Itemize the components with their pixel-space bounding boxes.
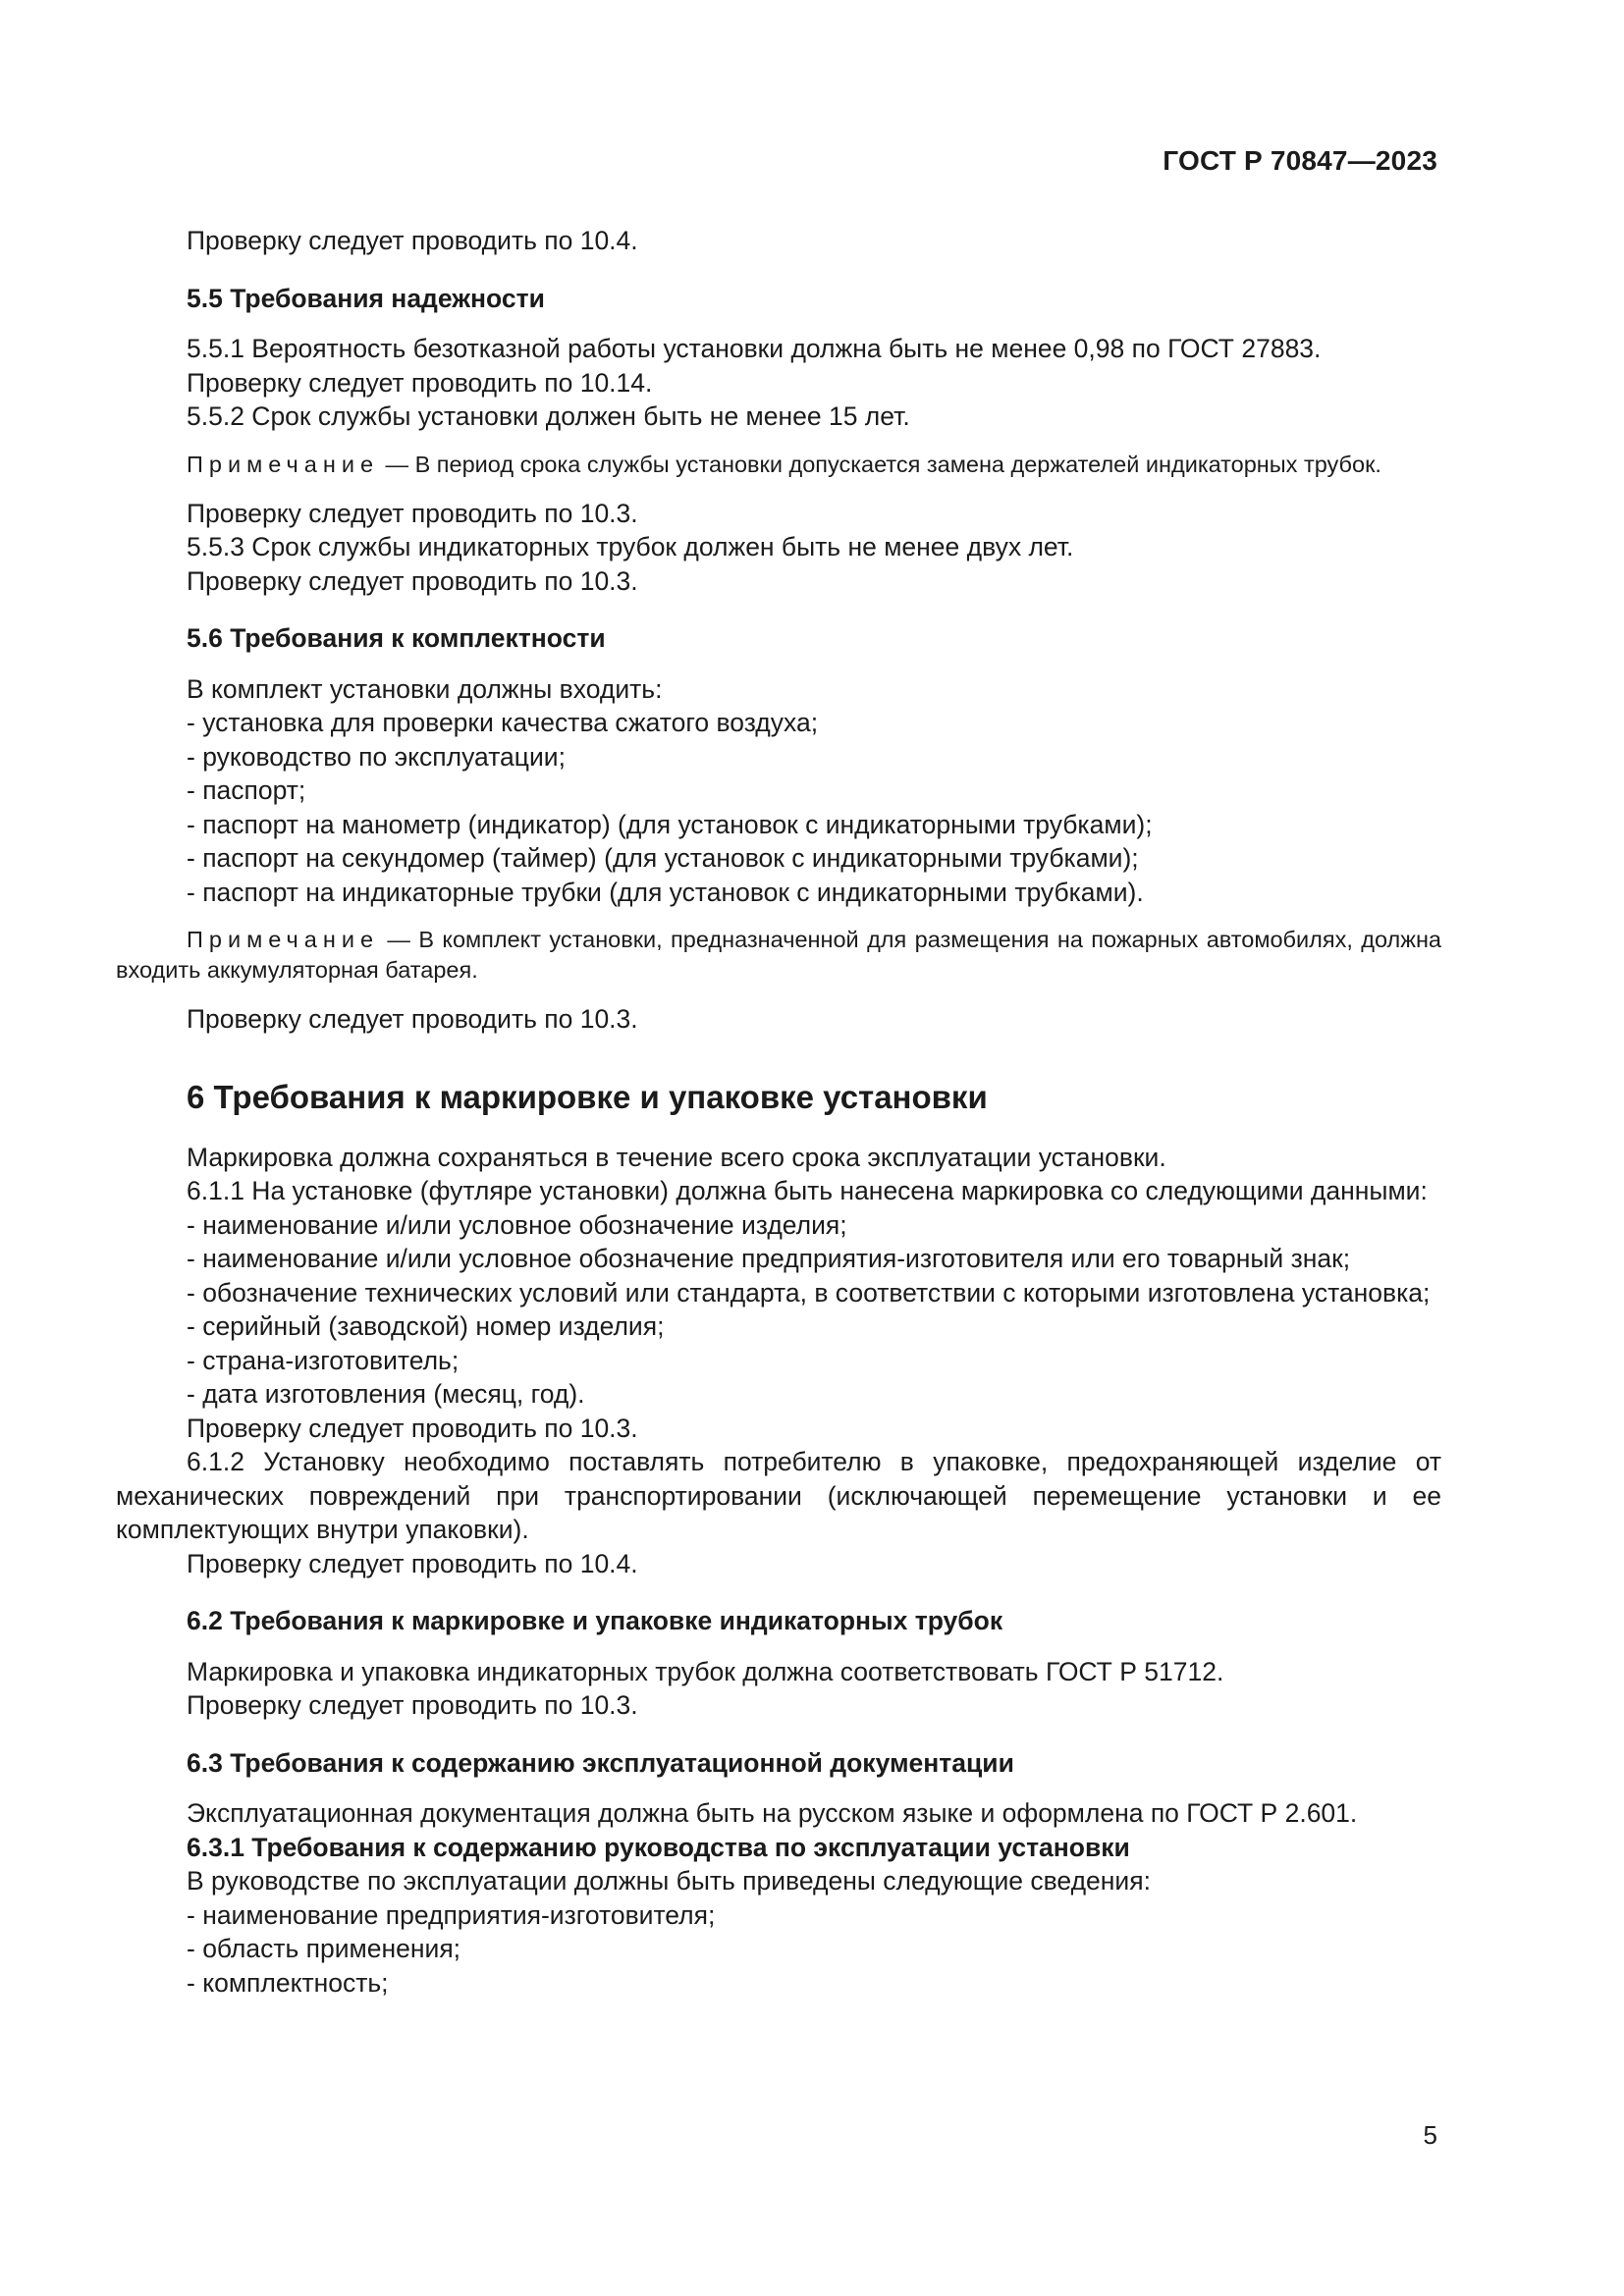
list-item: - дата изготовления (месяц, год). bbox=[187, 1379, 585, 1409]
paragraph: Проверку следует проводить по 10.3. bbox=[187, 565, 638, 596]
paragraph: Проверку следует проводить по 10.3. bbox=[187, 1413, 638, 1443]
note-label: Примечание bbox=[187, 927, 380, 952]
section-6-heading: 6 Требования к маркировке и упаковке установки bbox=[187, 1078, 988, 1115]
list-item: - руководство по эксплуатации; bbox=[187, 741, 566, 772]
paragraph: Маркировка и упаковка индикаторных трубок должна соответствовать ГОСТ Р 51712. bbox=[187, 1656, 1224, 1686]
completeness-list bbox=[116, 706, 1441, 909]
list-item: - паспорт; bbox=[187, 775, 306, 805]
list-item: - область применения; bbox=[187, 1934, 461, 1963]
list-item: - страна-изготовитель; bbox=[187, 1345, 460, 1375]
paragraph: Проверку следует проводить по 10.4. bbox=[187, 1548, 638, 1578]
section-5-5-heading: 5.5 Требования надежности bbox=[187, 283, 545, 313]
page-content bbox=[116, 224, 1441, 2000]
section-5-6-heading: 5.6 Требования к комплектности bbox=[187, 623, 606, 653]
standard-designation: ГОСТ Р 70847—2023 bbox=[1163, 145, 1437, 176]
paragraph: В руководстве по эксплуатации должны быть приведены следующие сведения: bbox=[187, 1866, 1151, 1896]
section-6-2-heading: 6.2 Требования к маркировке и упаковке индикаторных трубок bbox=[187, 1606, 1003, 1635]
list-item: - серийный (заводской) номер изделия; bbox=[187, 1311, 665, 1341]
note bbox=[116, 925, 1441, 986]
list-item: - паспорт на индикаторные трубки (для установок с индикаторными трубками). bbox=[187, 877, 1144, 907]
note-text: — В период срока службы установки допускается замена держателей индикаторных трубок. bbox=[379, 451, 1381, 477]
marking-list bbox=[116, 1208, 1441, 1412]
section-6-3-heading: 6.3 Требования к содержанию эксплуатационной документации bbox=[187, 1747, 1014, 1778]
paragraph: 5.5.2 Срок службы установки должен быть не менее 15 лет. bbox=[187, 401, 910, 431]
paragraph: 6.1.2 Установку необходимо поставлять потребителю в упаковке, предохраняющей изделие от механических повреждений при транспортировании (исключающей перемещение установки и ее комплектующих внутри упаковки). bbox=[116, 1447, 1441, 1544]
list-item: - наименование и/или условное обозначение изделия; bbox=[187, 1209, 847, 1240]
paragraph: Проверку следует проводить по 10.3. bbox=[187, 1004, 638, 1034]
note-text: — В комплект установки, предназначенной для размещения на пожарных автомобилях, должна входить аккумуляторная батарея. bbox=[116, 927, 1441, 983]
note bbox=[116, 450, 1441, 480]
paragraph: 5.5.1 Вероятность безотказной работы установки должна быть не менее 0,98 по ГОСТ 27883. bbox=[187, 334, 1322, 363]
list-item: - паспорт на секундомер (таймер) (для установок с индикаторными трубками); bbox=[187, 843, 1139, 873]
list-item: - наименование предприятия-изготовителя; bbox=[187, 1899, 716, 1930]
paragraph: В комплект установки должны входить: bbox=[187, 673, 663, 704]
paragraph: Эксплуатационная документация должна быть на русском языке и оформлена по ГОСТ Р 2.601. bbox=[187, 1798, 1358, 1828]
list-item: - паспорт на манометр (индикатор) (для установок с индикаторными трубками); bbox=[187, 809, 1153, 839]
list-item: - наименование и/или условное обозначение предприятия-изготовителя или его товарный знак; bbox=[187, 1244, 1351, 1273]
paragraph: Маркировка должна сохраняться в течение всего срока эксплуатации установки. bbox=[187, 1142, 1166, 1172]
list-item: - обозначение технических условий или стандарта, в соответствии с которыми изготовлена установка; bbox=[187, 1277, 1431, 1308]
page-number: 5 bbox=[1423, 2120, 1437, 2150]
paragraph: Проверку следует проводить по 10.3. bbox=[187, 1690, 638, 1720]
manual-contents-list bbox=[116, 1898, 1441, 2001]
paragraph: 6.1.1 На установке (футляре установки) должна быть нанесена маркировка со следующими данными: bbox=[187, 1176, 1428, 1205]
paragraph: Проверку следует проводить по 10.14. bbox=[187, 367, 653, 398]
paragraph: Проверку следует проводить по 10.3. bbox=[187, 498, 638, 528]
subsection-6-3-1-heading: 6.3.1 Требования к содержанию руководства по эксплуатации установки bbox=[187, 1832, 1130, 1862]
list-item: - установка для проверки качества сжатого воздуха; bbox=[187, 708, 819, 737]
note-label: Примечание bbox=[187, 451, 380, 477]
paragraph: 5.5.3 Срок службы индикаторных трубок должен быть не менее двух лет. bbox=[187, 532, 1074, 561]
list-item: - комплектность; bbox=[187, 1967, 389, 1998]
paragraph: Проверку следует проводить по 10.4. bbox=[187, 226, 638, 255]
